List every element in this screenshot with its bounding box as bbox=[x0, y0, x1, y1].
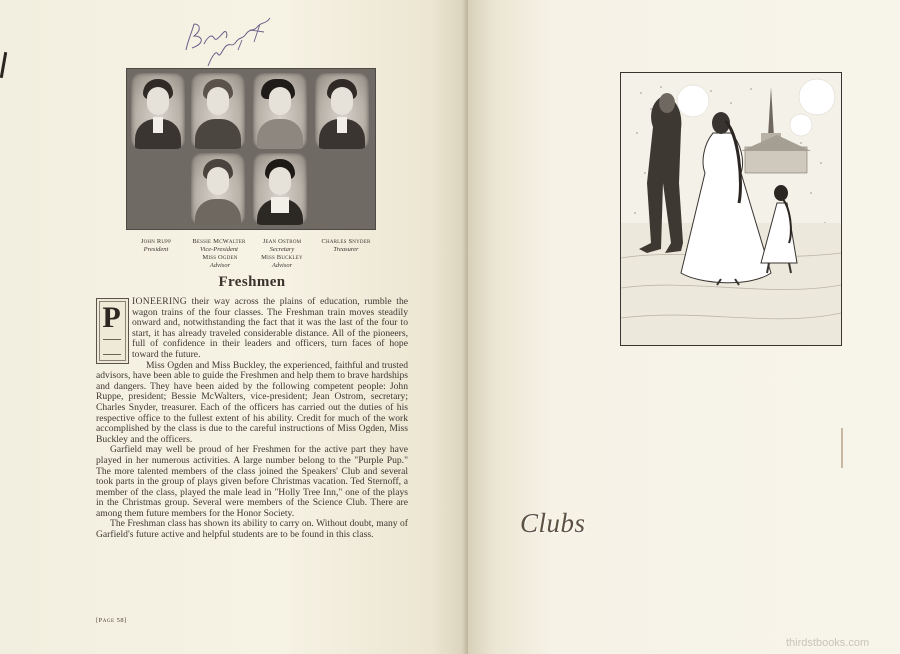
paragraph-3: Garfield may well be proud of her Freshmen for the active part they have played in her numerous activities. A large number belong to the "Purple Pup." The more talented members of the class joined the Speakers' Club and several took parts in the group of plays given before Christmas vacation. Ted Sternoff, a member of the class, played the male lead in "Holly Tree Inn," one of the plays in the Christmas group. Several were members of the Science Club. There are among them future members for the Honor Society. bbox=[96, 444, 408, 519]
officer-role: Advisor bbox=[271, 262, 293, 269]
officer-role: Advisor bbox=[209, 262, 231, 269]
binding-mark bbox=[0, 52, 7, 78]
pencil-mark bbox=[841, 428, 843, 468]
caption-vice-president bbox=[187, 238, 251, 254]
caption-treasurer bbox=[314, 238, 378, 254]
section-heading: Freshmen bbox=[218, 274, 286, 290]
officer-name: Miss Buckley bbox=[261, 254, 303, 261]
paragraph-2: Miss Ogden and Miss Buckley, the experienced, faithful and trusted advisors, have been able to guide the Freshmen and help them to brave hardships and dangers. They have been aided by the following competent people: John Ruppe, president; Bessie McWalters, vice-president; Jean Ostrom, secretary; Charles Snyder, treasurer. Each of the officers has carried out the duties of his respective office to the fullest extent of his ability. Credit for much of the work accomplished by the class is due to the careful instructions of Miss Ogden, Miss Buckley and the officers. bbox=[96, 359, 408, 445]
lead-word: IONEERING bbox=[132, 296, 187, 307]
clubs-title: Clubs bbox=[520, 508, 586, 538]
paragraph-4: The Freshman class has shown its ability to carry on. Without doubt, many of Garfield's future active and helpful students are to be found in this class. bbox=[96, 518, 408, 541]
drop-cap-letter: P bbox=[102, 301, 121, 334]
officer-name: Charles Snyder bbox=[321, 238, 371, 245]
officer-name: Miss Ogden bbox=[202, 254, 238, 261]
caption-advisor-buckley bbox=[250, 254, 314, 270]
handwritten-signature bbox=[178, 10, 288, 72]
portrait-charles-snyder bbox=[315, 73, 369, 149]
paragraph-1-text: their way across the plains of education, rumble the wagon trains of the four classes. The Freshman train moves steadily onward and, notwithstanding the fact that it was the last of the four to start, it has already traveled considerable distance. All of the pioneers, full of confidence in their leaders and officers, turn faces of hope toward the future. bbox=[132, 296, 408, 360]
paragraph-1 bbox=[96, 297, 408, 361]
portrait-miss-buckley bbox=[253, 153, 307, 225]
caption-secretary bbox=[250, 238, 314, 254]
portrait-jean-ostrom bbox=[253, 73, 307, 149]
officer-role: Treasurer bbox=[333, 246, 359, 253]
article-body bbox=[96, 297, 408, 541]
pioneer-family-illustration bbox=[620, 72, 842, 346]
portrait-miss-ogden bbox=[191, 153, 245, 225]
officer-name: Jean Ostrom bbox=[262, 238, 302, 245]
caption-president bbox=[124, 238, 188, 254]
officers-photo-panel bbox=[126, 68, 376, 230]
officer-role: Secretary bbox=[269, 246, 295, 253]
officer-name: John Rupp bbox=[140, 238, 172, 245]
officer-name: Bessie McWalter bbox=[192, 238, 246, 245]
officer-role: President bbox=[143, 246, 169, 253]
portrait-bessie-mcwalter bbox=[191, 73, 245, 149]
watermark: thirdstbooks.com bbox=[786, 637, 870, 649]
portrait-john-rupp bbox=[131, 73, 185, 149]
officer-role: Vice-President bbox=[200, 246, 238, 253]
caption-advisor-ogden bbox=[188, 254, 252, 270]
page-number: [Page 58] bbox=[96, 617, 127, 624]
